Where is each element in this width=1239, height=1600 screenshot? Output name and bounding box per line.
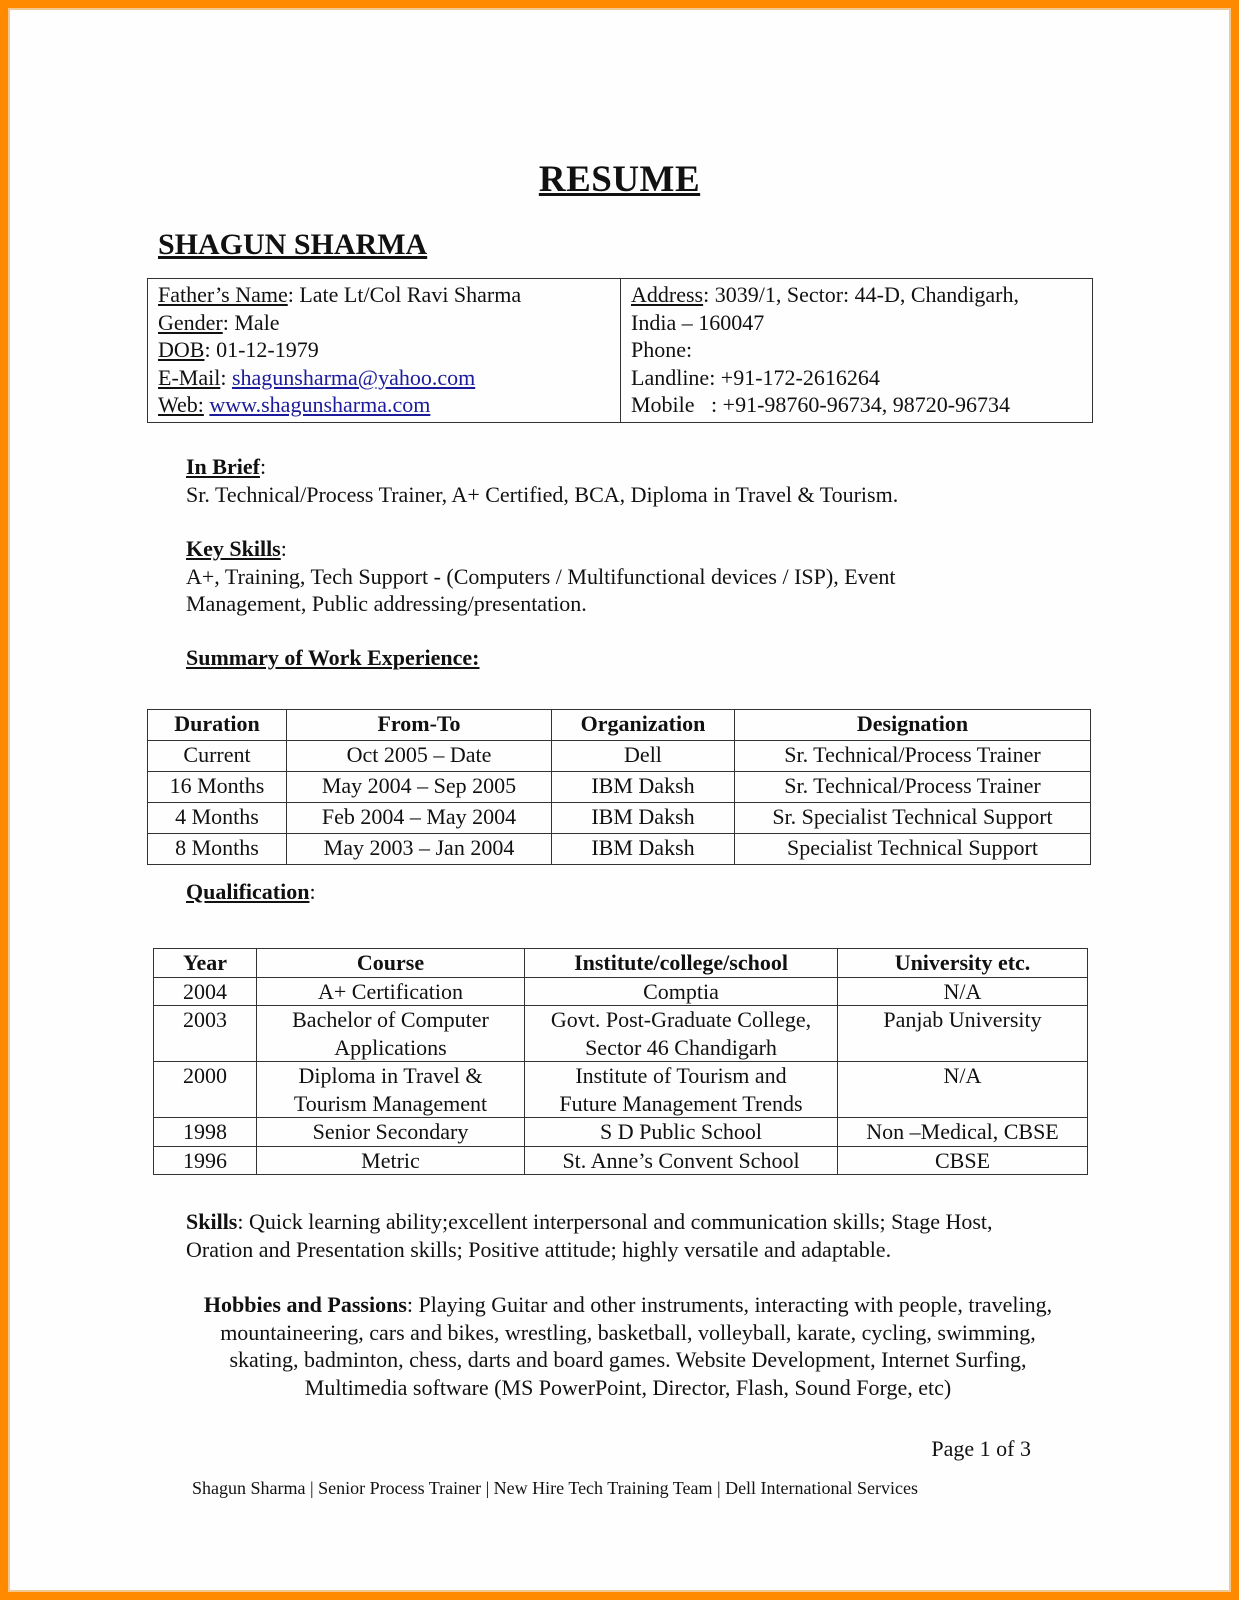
cell-from-to: Feb 2004 – May 2004	[287, 803, 552, 834]
cell-institute: Comptia	[525, 977, 838, 1006]
footer-line: Shagun Sharma | Senior Process Trainer | New Hire Tech Training Team | Dell International Services	[192, 1478, 918, 1498]
col-year: Year	[154, 949, 257, 978]
in-brief-colon: :	[259, 454, 267, 479]
cell-year: 2000	[154, 1062, 257, 1118]
work-experience-table	[147, 709, 1091, 865]
fathers-name-value: : Late Lt/Col Ravi Sharma	[287, 282, 522, 307]
candidate-name: SHAGUN SHARMA	[158, 228, 428, 261]
document-title: RESUME	[538, 159, 701, 200]
hobbies-text: : Playing Guitar and other instruments, interacting with people, traveling, mountaineering, cars and bikes, wrestling, basketball, volleyball, karate, cycling, swimming, skating, badminton, chess, darts and board games. Website Development, Internet Surfing, Multimedia software (MS PowerPoint, Director, Flash, Sound Forge, etc)	[220, 1292, 1053, 1400]
cell-course: Bachelor of Computer Applications	[257, 1006, 525, 1062]
in-brief-section	[186, 453, 1056, 508]
hobbies-label: Hobbies and Passions	[203, 1292, 407, 1317]
cell-institute: S D Public School	[525, 1118, 838, 1147]
in-brief-text: Sr. Technical/Process Trainer, A+ Certified, BCA, Diploma in Travel & Tourism.	[186, 481, 899, 507]
website-link[interactable]: www.shagunsharma.com	[209, 392, 431, 417]
cell-university: N/A	[838, 977, 1088, 1006]
cell-course: Metric	[257, 1146, 525, 1175]
key-skills-line2: Management, Public addressing/presentation.	[186, 591, 587, 616]
phone-label: Phone:	[631, 337, 693, 362]
cell-university: CBSE	[838, 1146, 1088, 1175]
email-separator: :	[220, 364, 232, 390]
cell-year: 2004	[154, 977, 257, 1006]
cell-duration: 16 Months	[148, 772, 287, 803]
cell-designation: Sr. Technical/Process Trainer	[735, 772, 1091, 803]
key-skills-line1: A+, Training, Tech Support - (Computers / Multifunctional devices / ISP), Event	[186, 563, 896, 589]
cell-organization: IBM Daksh	[552, 803, 735, 834]
cell-designation: Sr. Specialist Technical Support	[735, 803, 1091, 834]
in-brief-heading: In Brief	[186, 454, 260, 479]
col-from-to: From-To	[287, 710, 552, 741]
table-row	[148, 803, 1091, 834]
cell-course: A+ Certification	[257, 977, 525, 1006]
address-line2: India – 160047	[631, 309, 765, 335]
col-university: University etc.	[838, 949, 1088, 978]
col-institute: Institute/college/school	[525, 949, 838, 978]
cell-duration: Current	[148, 741, 287, 772]
col-designation: Designation	[735, 710, 1091, 741]
cell-duration: 8 Months	[148, 834, 287, 865]
table-row	[154, 977, 1088, 1006]
email-link[interactable]: shagunsharma@yahoo.com	[231, 364, 476, 390]
skills-label: Skills	[186, 1209, 238, 1234]
key-skills-heading: Key Skills	[186, 536, 281, 561]
resume-page	[8, 8, 1231, 1592]
gender-value: : Male	[222, 309, 280, 335]
cell-year: 1998	[154, 1118, 257, 1147]
cell-university: Panjab University	[838, 1006, 1088, 1062]
personal-details	[148, 279, 621, 422]
fathers-name-row	[158, 281, 610, 309]
cell-designation: Sr. Technical/Process Trainer	[735, 741, 1091, 772]
qualification-table	[153, 948, 1088, 1175]
web-row	[158, 391, 610, 419]
landline: Landline: +91-172-2616264	[631, 364, 880, 390]
dob-label: DOB	[158, 337, 205, 362]
cell-from-to: May 2004 – Sep 2005	[287, 772, 552, 803]
page-indicator: Page 1 of 3	[931, 1436, 1031, 1461]
cell-course: Diploma in Travel & Tourism Management	[257, 1062, 525, 1118]
cell-designation: Specialist Technical Support	[735, 834, 1091, 865]
cell-organization: IBM Daksh	[552, 772, 735, 803]
col-organization: Organization	[552, 710, 735, 741]
cell-organization: Dell	[552, 741, 735, 772]
col-course: Course	[257, 949, 525, 978]
table-header-row	[148, 710, 1091, 741]
cell-organization: IBM Daksh	[552, 834, 735, 865]
cell-course: Senior Secondary	[257, 1118, 525, 1147]
hobbies-section	[198, 1291, 1058, 1401]
table-row	[148, 772, 1091, 803]
dob-value: : 01-12-1979	[204, 337, 319, 362]
qualification-colon: :	[309, 879, 316, 904]
key-skills-colon: :	[280, 536, 287, 561]
gender-label: Gender	[158, 309, 223, 335]
cell-from-to: Oct 2005 – Date	[287, 741, 552, 772]
email-label: E-Mail	[158, 364, 221, 390]
address-label: Address	[631, 282, 704, 307]
address-line1: : 3039/1, Sector: 44-D, Chandigarh,	[703, 282, 1020, 307]
table-row	[148, 741, 1091, 772]
fathers-name-label: Father’s Name	[158, 282, 288, 307]
col-duration: Duration	[148, 710, 287, 741]
gender-row	[158, 309, 610, 337]
table-row	[154, 1118, 1088, 1147]
address-row	[631, 281, 1082, 309]
skills-section	[186, 1208, 1036, 1263]
table-header-row	[154, 949, 1088, 978]
cell-year: 2003	[154, 1006, 257, 1062]
cell-from-to: May 2003 – Jan 2004	[287, 834, 552, 865]
cell-university: N/A	[838, 1062, 1088, 1118]
key-skills-section	[186, 535, 1056, 618]
mobile: Mobile : +91-98760-96734, 98720-96734	[631, 392, 1011, 417]
qualification-heading-text: Qualification	[186, 879, 310, 904]
skills-text: : Quick learning ability;excellent interpersonal and communication skills; Stage Host, Oration and Presentation skills; Positive attitude; highly versatile and adaptable.	[186, 1209, 993, 1262]
work-experience-heading-text: Summary of Work Experience:	[186, 645, 480, 670]
web-label: Web:	[158, 392, 204, 417]
email-row	[158, 364, 610, 392]
cell-university: Non –Medical, CBSE	[838, 1118, 1088, 1147]
work-experience-heading	[186, 644, 1056, 672]
table-row	[154, 1146, 1088, 1175]
qualification-heading	[186, 878, 1056, 906]
table-row	[154, 1006, 1088, 1062]
cell-institute: Govt. Post-Graduate College, Sector 46 Chandigarh	[525, 1006, 838, 1062]
cell-duration: 4 Months	[148, 803, 287, 834]
address-details	[621, 279, 1092, 422]
cell-year: 1996	[154, 1146, 257, 1175]
contact-box	[147, 278, 1093, 423]
dob-row	[158, 336, 610, 364]
table-row	[148, 834, 1091, 865]
cell-institute: Institute of Tourism and Future Management Trends	[525, 1062, 838, 1118]
cell-institute: St. Anne’s Convent School	[525, 1146, 838, 1175]
table-row	[154, 1062, 1088, 1118]
